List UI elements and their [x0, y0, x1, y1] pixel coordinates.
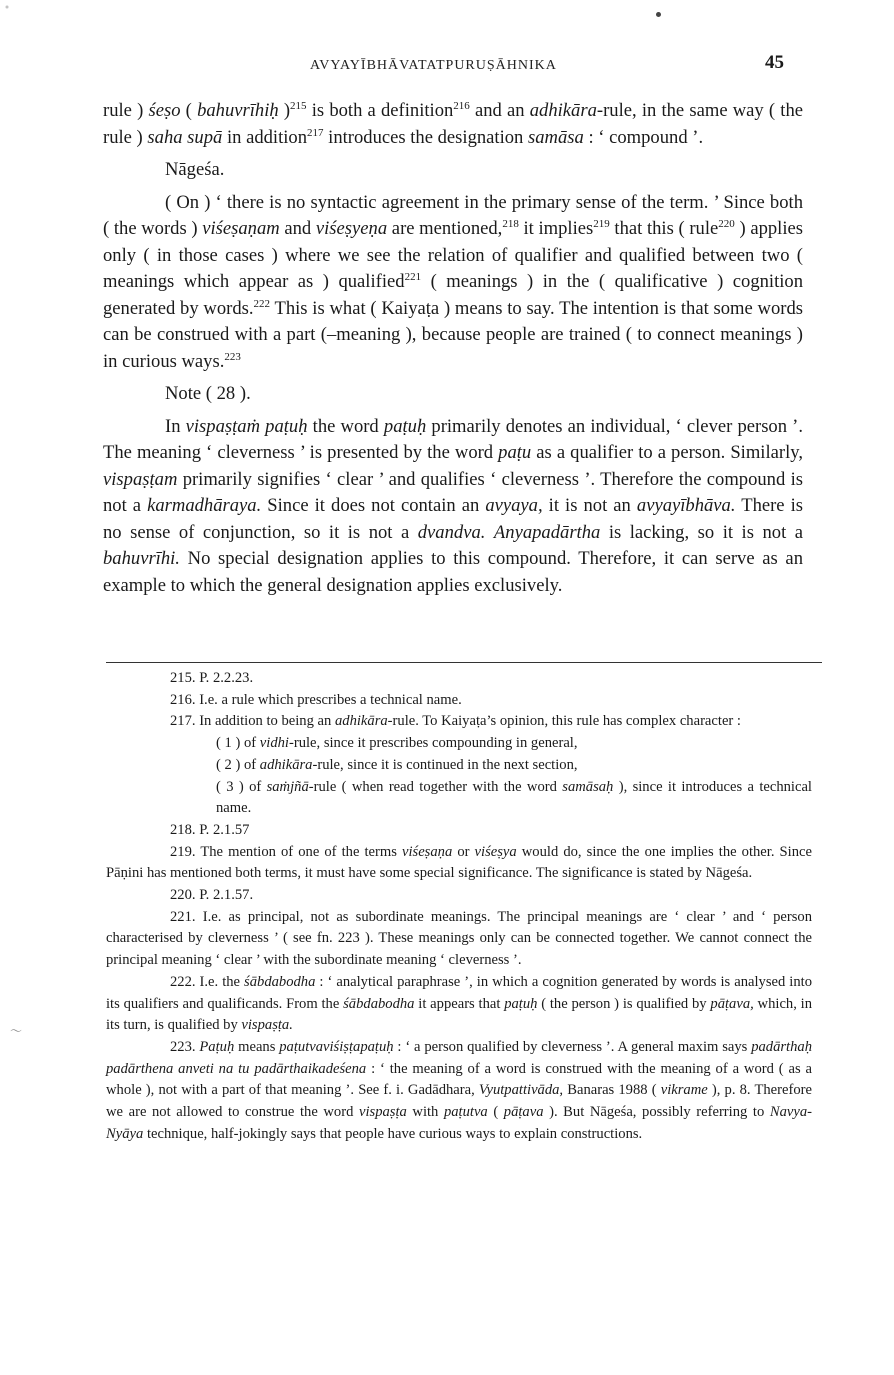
text-run: means [234, 1038, 280, 1055]
italic-term: adhikāra [529, 100, 597, 121]
footnote-ref: 215 [290, 99, 307, 112]
text-run: introduces the designation [323, 126, 529, 148]
text-run: is both a definition [306, 100, 454, 121]
text-run: ) [278, 100, 291, 121]
scan-speck [0, 0, 14, 14]
text-run: are mentioned, [387, 218, 503, 239]
section-heading-nagesa [103, 157, 803, 184]
text-run: : ‘ analytical paraphrase ’, in which a cognition generated by words is analysed into its qualifiers and qualificands. From the [106, 973, 812, 1012]
italic-term: padārthaḥ padārthena anveti na tu padārthaikadeśena [106, 1038, 812, 1077]
text-run: : ‘ compound ’. [583, 126, 704, 148]
italic-term: vispaṣṭaṁ paṭuḥ [185, 415, 308, 437]
text-run: Nāgeśa. [165, 159, 225, 180]
italic-term: vidhi [259, 735, 289, 752]
footnote-217-item [106, 777, 812, 820]
italic-term: karmadhāraya. [147, 495, 262, 516]
text-run: In [165, 415, 186, 437]
margin-mark: 〜 [10, 1024, 23, 1038]
italic-term: vikrame [660, 1082, 708, 1099]
main-text [103, 98, 803, 599]
italic-term: Vyutpattivāda, [478, 1082, 564, 1099]
paragraph [103, 98, 803, 151]
text-run: it appears that [414, 995, 505, 1012]
italic-term: paṭutva [443, 1104, 488, 1121]
italic-term: pāṭava [503, 1104, 544, 1121]
italic-term: śābdabodha [343, 995, 415, 1012]
italic-term: avyaya, [485, 495, 543, 516]
italic-term: Anyapadārtha [493, 521, 601, 543]
text-run: and an [469, 100, 530, 121]
text-run: ( On ) ‘ there is no syntactic agreement in the primary sense of the term. ’ Since both ( the words ) [103, 191, 803, 239]
italic-term: vispaṣṭa. [241, 1017, 293, 1034]
paragraph [103, 190, 803, 376]
text-run: it implies [518, 218, 594, 239]
italic-term: saṁjñā [266, 778, 309, 795]
footnote-217 [106, 711, 812, 733]
footnote-215 [106, 668, 812, 690]
text-run: Since it does not contain an [261, 495, 486, 516]
text-run: ), since it introduces a technical name. [216, 778, 812, 817]
footnote-217-item [106, 755, 812, 777]
text-run: 215. P. 2.2.23. [170, 670, 254, 686]
section-heading-note [103, 381, 803, 408]
text-run: ( 2 ) of [216, 756, 260, 773]
italic-term: śeṣo [148, 100, 181, 121]
text-run: ( [487, 1104, 504, 1121]
italic-term: Paṭuḥ [199, 1038, 235, 1055]
text-run: -rule. To Kaiyaṭa’s opinion, this rule has complex character : [387, 713, 741, 730]
italic-term: śābdabodha [244, 973, 316, 990]
italic-term: dvandva. [417, 521, 486, 543]
text-run: 218. P. 2.1.57 [170, 821, 250, 838]
text-run: with [406, 1104, 444, 1121]
footnote-ref: 218 [502, 217, 519, 230]
italic-term: viśeṣaṇam [202, 218, 280, 239]
text-run: Note ( 28 ). [165, 383, 251, 404]
italic-term: viśeṣya [474, 843, 517, 860]
footnotes [106, 668, 812, 1145]
page-number: 45 [765, 52, 784, 73]
text-run: No special designation applies to this compound. Therefore, it can serve as an example to which the general designation applies exclusively. [103, 548, 803, 596]
text-run: which, in its turn, is qualified by [106, 995, 813, 1034]
italic-term: samāsaḥ [562, 778, 614, 795]
footnote-ref: 219 [593, 217, 610, 230]
footnote-219 [106, 842, 812, 885]
text-run [485, 522, 494, 543]
italic-term: paṭuḥ [504, 995, 538, 1012]
footnote-223 [106, 1037, 812, 1146]
italic-term: avyayībhāva. [636, 495, 736, 516]
text-run: primarily signifies ‘ clear ’ and qualifies ‘ cleverness ’. Therefore the compound is not a [103, 468, 803, 516]
text-run: ( meanings ) in the ( qualificative ) cognition generated by words. [103, 271, 803, 319]
text-run: -rule, since it is continued in the next section, [312, 756, 578, 773]
text-run: ( 1 ) of [216, 735, 260, 752]
text-run: is lacking, so it is not a [600, 521, 804, 543]
italic-term: samāsa [528, 126, 584, 148]
text-run: ), p. 8. Therefore we are not allowed to construe the word [106, 1082, 812, 1121]
scan-dot [656, 12, 661, 17]
footnote-ref: 223 [224, 350, 241, 363]
footnote-divider [106, 662, 822, 663]
text-run: ) applies only ( in those cases ) where we see the relation of qualifier and qualified between two ( meanings which appear as ) qualified [103, 218, 803, 292]
text-run: ( 3 ) of [216, 778, 267, 795]
text-run: primarily denotes an individual, ‘ clever person ’. The meaning ‘ cleverness ’ is presented by the word [103, 415, 804, 463]
italic-term: paṭutvaviśiṣṭapaṭuḥ [279, 1038, 394, 1055]
footnote-218 [106, 820, 812, 842]
italic-term: vispaṣṭa [358, 1104, 407, 1121]
italic-term: saha supā [147, 126, 223, 148]
running-title: AVYAYĪBHĀVATATPURUṢĀHNIKA [310, 58, 557, 73]
text-run: 223. [170, 1038, 200, 1055]
italic-term: adhikāra [334, 713, 388, 730]
italic-term: viśeṣaṇa [401, 843, 453, 860]
footnote-ref: 221 [404, 270, 422, 283]
italic-term: viśeṣyeṇa [315, 218, 388, 239]
text-run: the word [307, 415, 384, 437]
footnote-217-item [106, 733, 812, 755]
text-run: This is what ( Kaiyaṭa ) means to say. The intention is that some words can be construed with a part (–meaning ), because people are trained ( to connect meanings ) in curious ways. [103, 297, 803, 372]
footnote-ref: 217 [307, 126, 324, 139]
text-run: : ‘ the meaning of a word is construed with the meaning of a word ( as a whole ), not with a part of that meaning ’. See f. i. Gadādhara, [106, 1060, 812, 1099]
text-run: Banaras 1988 ( [563, 1082, 661, 1099]
text-run: -rule ( when read together with the word [308, 778, 563, 795]
text-run: it is not an [542, 495, 637, 516]
text-run: There is no sense of conjunction, so it is not a [103, 495, 804, 543]
text-run: 221. I.e. as principal, not as subordinate meanings. The principal meanings are ‘ clear ’ and ‘ person characterised by cleverness ’ ( see fn. 223 ). These meanings only can be connected together. We cannot connect the principal meaning ‘ clear ’ with the subordinate meaning ‘ cleverness ’. [106, 908, 812, 969]
text-run: : ‘ a person qualified by cleverness ’. A general maxim says [393, 1038, 752, 1055]
footnote-220 [106, 885, 812, 907]
italic-term: vispaṣṭam [103, 468, 178, 490]
text-run: as a qualifier to a person. Similarly, [531, 442, 803, 463]
text-run: that this ( rule [609, 218, 719, 239]
footnote-ref: 222 [253, 297, 271, 310]
text-run: 222. I.e. the [170, 973, 245, 990]
footnote-221 [106, 907, 812, 972]
italic-term: bahuvrīhiḥ [197, 100, 279, 121]
text-run: 217. In addition to being an [170, 713, 335, 730]
footnote-222 [106, 972, 812, 1037]
text-run: 216. I.e. a rule which prescribes a technical name. [170, 691, 462, 708]
italic-term: paṭuḥ [383, 415, 427, 437]
italic-term: paṭu [498, 442, 532, 463]
text-run: 219. The mention of one of the terms [170, 843, 402, 860]
footnote-216 [106, 690, 812, 712]
text-run: 220. P. 2.1.57. [170, 887, 254, 904]
italic-term: adhikāra [259, 756, 313, 773]
italic-term: Navya-Nyāya [106, 1104, 812, 1142]
footnote-ref: 216 [453, 99, 470, 112]
text-run: -rule, in the same way ( the rule ) [103, 100, 803, 148]
text-run: technique, half-jokingly says that people have curious ways to explain constructions. [143, 1125, 643, 1142]
text-run: -rule, since it prescribes compounding in general, [288, 735, 578, 752]
paragraph [103, 414, 803, 600]
italic-term: pāṭava, [710, 995, 754, 1012]
text-run: or [452, 843, 475, 860]
text-run: and [279, 218, 316, 239]
text-run: in addition [222, 126, 308, 148]
footnote-ref: 220 [718, 217, 735, 230]
text-run: ( [180, 100, 198, 121]
text-run: rule ) [103, 100, 149, 121]
text-run: ( the person ) is qualified by [537, 995, 711, 1012]
italic-term: bahuvrīhi. [103, 548, 180, 569]
text-run: ). But Nāgeśa, possibly referring to [543, 1104, 770, 1121]
text-run: would do, since the one implies the other. Since Pāṇini has mentioned both terms, it must have some special significance. The significance is stated by Nāgeśa. [106, 843, 812, 882]
